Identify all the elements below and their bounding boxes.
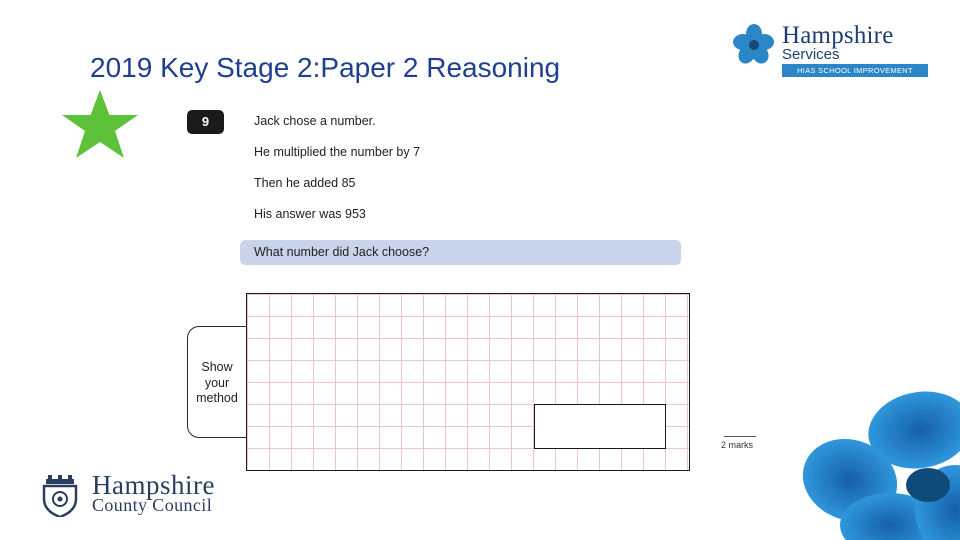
hampshire-services-sub: Services bbox=[782, 46, 840, 63]
question-number: 9 bbox=[187, 110, 224, 134]
question-prompt-bar bbox=[240, 240, 681, 265]
question-line-2: He multiplied the number by 7 bbox=[254, 145, 421, 159]
question-prompt: What number did Jack choose? bbox=[254, 245, 430, 259]
hampshire-services-name: Hampshire bbox=[782, 22, 894, 49]
question-line-4: His answer was 953 bbox=[254, 207, 366, 221]
county-council-sub: County Council bbox=[92, 495, 213, 515]
county-crest-icon bbox=[40, 475, 80, 517]
hias-banner: HIAS SCHOOL IMPROVEMENT bbox=[782, 64, 928, 77]
county-council-name: Hampshire bbox=[92, 470, 215, 500]
marks-label: 2 marks bbox=[721, 440, 754, 450]
marks-line bbox=[724, 436, 756, 437]
flower-icon bbox=[790, 390, 960, 540]
star-icon bbox=[58, 88, 142, 160]
slide-title: 2019 Key Stage 2:Paper 2 Reasoning bbox=[90, 52, 561, 83]
question-line-1: Jack chose a number. bbox=[254, 114, 376, 128]
answer-box bbox=[534, 404, 666, 449]
question-line-3: Then he added 85 bbox=[254, 176, 356, 190]
show-method-label: Show your method bbox=[196, 360, 238, 405]
